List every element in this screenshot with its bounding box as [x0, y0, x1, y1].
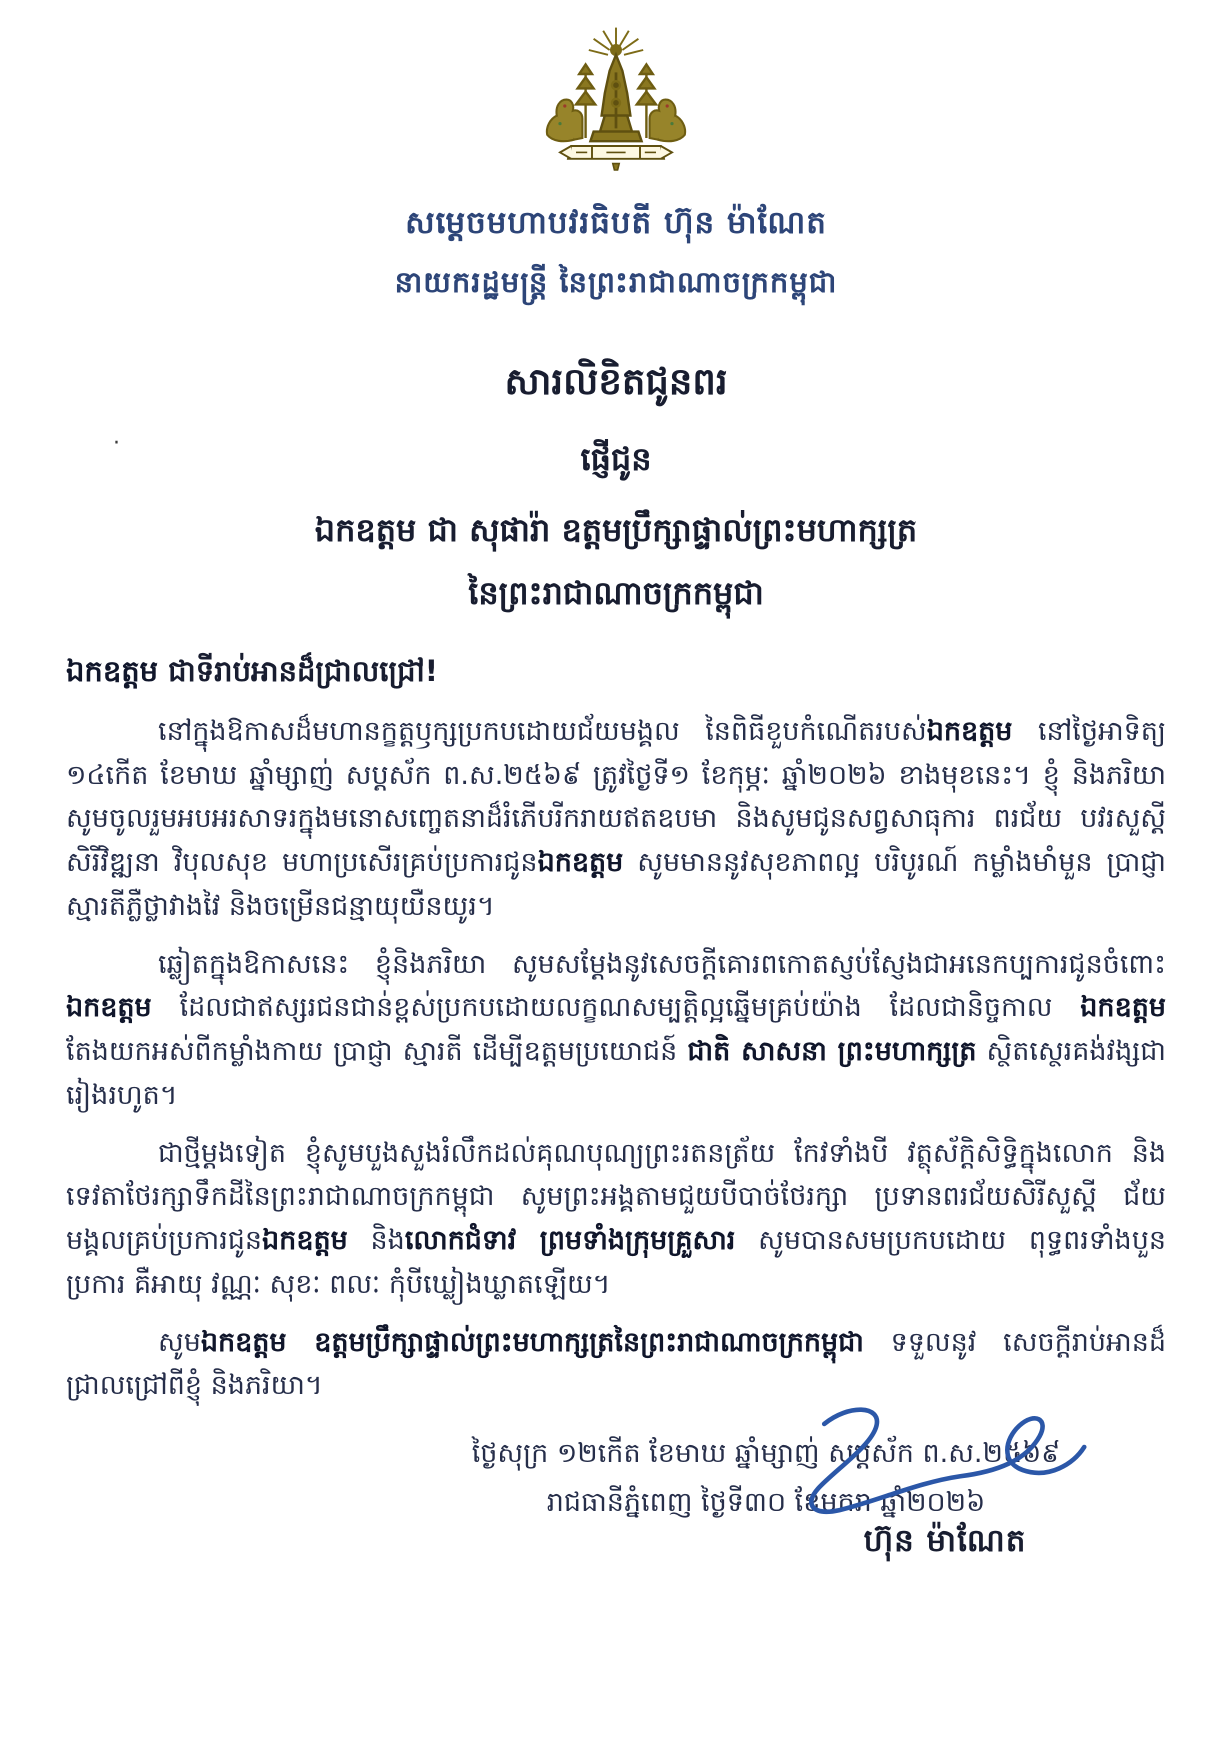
- paragraph-2: ឆ្លៀតក្នុងឱកាសនេះ ខ្ញុំនិងភរិយា សូមសម្តែងនូវសេចក្តីគោរពកោតស្ញប់ស្ញែងជាអនេកប្បការជូនចំពោះ ឯកឧត្តម ដែលជាឥស្សរជនជាន់ខ្ពស់ប្រកបដោយលក្ខណសម្បត្តិល្អឆ្នើមគ្រប់យ៉ាង ដែលជានិច្ចកាល ឯកឧត្តម តែងយកអស់ពីកម្លាំងកាយ ប្រាជ្ញា ស្មារតី ដើម្បីឧត្តមប្រយោជន៍ ជាតិ សាសនា ព្រះមហាក្សត្រ ស្ថិតស្ថេរគង់វង្សជារៀងរហូត។: [66, 948, 1166, 1111]
- salutation: ឯកឧត្តម ជាទីរាប់អានដ៏ជ្រាលជ្រៅ!: [66, 654, 438, 688]
- paragraph-1: នៅក្នុងឱកាសដ៏មហានក្ខត្តឫក្សប្រកបដោយជ័យមង្គល នៃពិធីខួបកំណើតរបស់ឯកឧត្តម នៅថ្ងៃអាទិត្យ ១៤កើត ខែមាឃ ឆ្នាំម្សាញ់ សប្តស័ក ព.ស.២៥៦៩ ត្រូវថ្ងៃទី១ ខែកុម្ភៈ ឆ្នាំ២០២៦ ខាងមុខនេះ។ ខ្ញុំ និងភរិយា សូមចូលរួមអបអរសាទរក្នុងមនោសញ្ចេតនាដ៏រំភើបរីករាយឥតឧបមា និងសូមជូនសព្វសាធុការ ពរជ័យ បវរសួស្តី សិរីវិឌ្ឍនា វិបុលសុខ មហាប្រសើរគ្រប់ប្រការជូនឯកឧត្តម សូមមាននូវសុខភាពល្អ បរិបូរណ៍ កម្លាំងមាំមួន ប្រាជ្ញាស្មារតីភ្លឺថ្លាវាងវៃ និងចម្រើនជន្មាយុយឺនយូរ។: [66, 716, 1166, 922]
- letter-title: សារលិខិតជូនពរ: [504, 360, 728, 403]
- signature-area: [780, 1398, 1110, 1567]
- scan-dot-artifact: ·: [113, 431, 120, 456]
- recipient-line1: ឯកឧត្តម ជា សុផារ៉ា ឧត្តមប្រឹក្សាផ្ទាល់ព្រះមហាក្សត្រ: [314, 511, 918, 549]
- letter-body: [0, 654, 1232, 1527]
- paragraph-3: ជាថ្មីម្តងទៀត ខ្ញុំសូមបួងសួងរំលឹកដល់គុណបុណ្យព្រះរតនត្រ័យ កែវទាំងបី វត្ថុស័ក្តិសិទ្ធិក្នុងលោក និងទេវតាថែរក្សាទឹកដីនៃព្រះរាជាណាចក្រកម្ពុជា សូមព្រះអង្គតាមជួយបីបាច់ថែរក្សា ប្រទានពរជ័យសិរីសួស្តី ជ័យមង្គលគ្រប់ប្រការជូនឯកឧត្តម និងលោកជំទាវ ព្រមទាំងក្រុមគ្រួសារ សូមបានសមប្រកបដោយ ពុទ្ធពរទាំងបួនប្រការ គឺអាយុ វណ្ណៈ សុខៈ ពលៈ កុំបីឃ្លៀងឃ្លាតឡើយ។: [66, 1137, 1166, 1300]
- title-block: [0, 359, 1232, 620]
- paragraph-4: សូមឯកឧត្តម ឧត្តមប្រឹក្សាផ្ទាល់ព្រះមហាក្សត្រនៃព្រះរាជាណាចក្រកម្ពុជា ទទួលនូវ សេចក្តីរាប់អានដ៏ជ្រាលជ្រៅពីខ្ញុំ និងភរិយា។: [66, 1326, 1166, 1402]
- letter-subtitle: ផ្ញើជូន: [580, 440, 652, 478]
- recipient-line2: នៃព្រះរាជាណាចក្រកម្ពុជា: [468, 574, 764, 612]
- dateline-lunar: ថ្ងៃសុក្រ ១២កើត ខែមាឃ ឆ្នាំម្សាញ់ សប្តស័ក ព.ស.២៥៦៩: [471, 1438, 1061, 1470]
- letterhead-position: នាយករដ្ឋមន្ត្រី នៃព្រះរាជាណាចក្រកម្ពុជា: [394, 265, 838, 299]
- dateline-gregorian: រាជធានីភ្នំពេញ ថ្ងៃទី៣០ ខែមករា ឆ្នាំ២០២៦: [546, 1486, 986, 1518]
- emblem-wrap: [0, 26, 1232, 194]
- royal-arms-of-cambodia-icon: [536, 26, 696, 194]
- signer-name: ហ៊ុន ម៉ាណែត: [863, 1523, 1027, 1559]
- handwritten-signature-icon: [795, 1398, 1095, 1516]
- letterhead: [0, 0, 1232, 307]
- letterhead-name: សម្តេចមហាបវរធិបតី ហ៊ុន ម៉ាណែត: [405, 205, 827, 241]
